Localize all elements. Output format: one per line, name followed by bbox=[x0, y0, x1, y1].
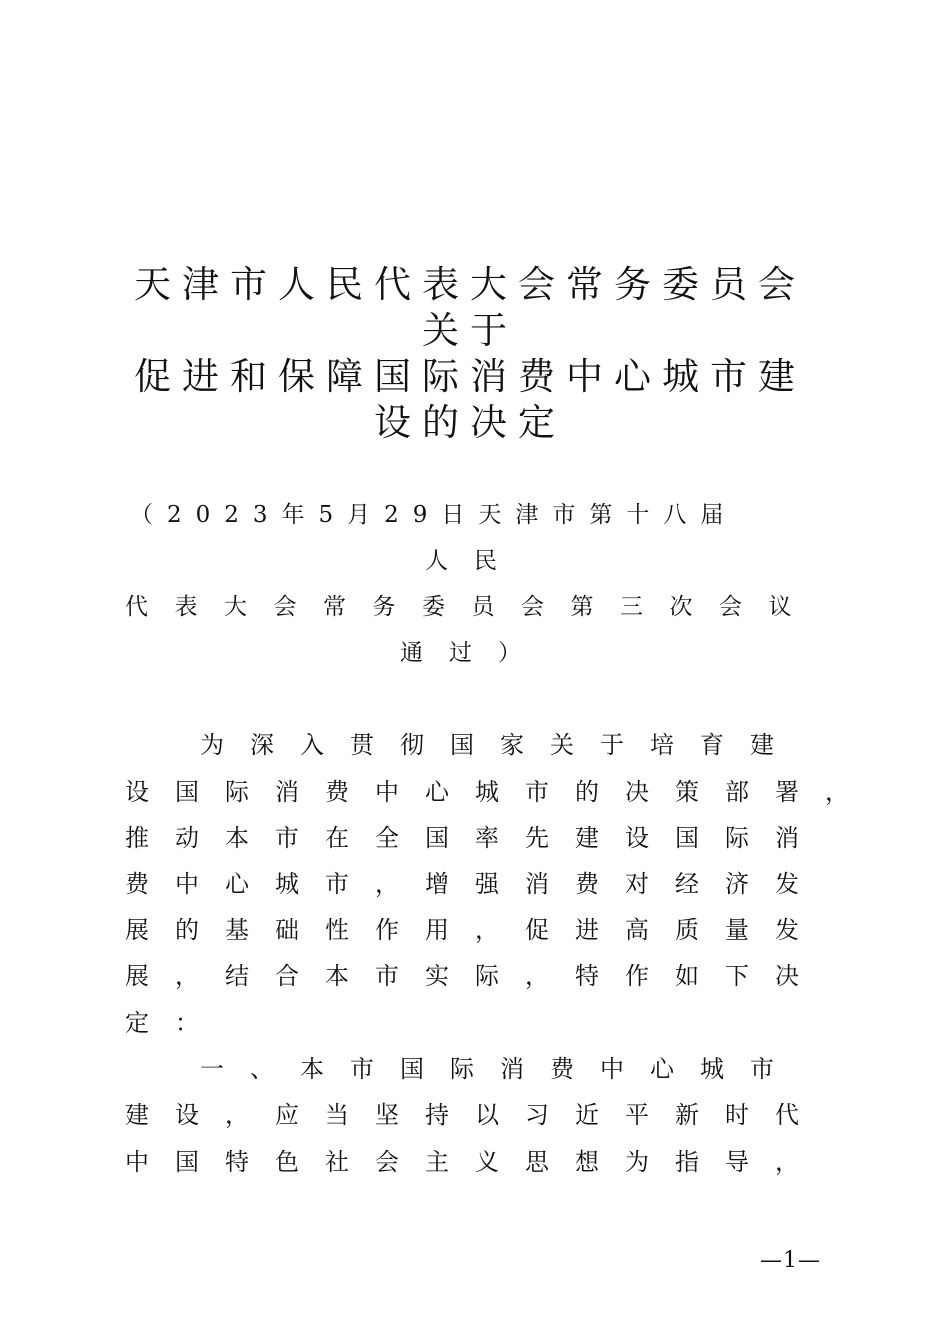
page-number: —1— bbox=[760, 1248, 821, 1273]
adoption-note-line-2: 人民 bbox=[425, 548, 523, 574]
adoption-note-line-1: （2023年5月29日天津市第十八届 bbox=[130, 502, 738, 528]
title-line-3: 促进和保障国际消费中心城市建 bbox=[134, 355, 806, 398]
adoption-note-line-3: 代表大会常务委员会第三次会议 bbox=[125, 594, 818, 620]
body-line-4: 费中心城市，增强消费对经济发 bbox=[125, 870, 825, 898]
title-line-4: 设的决定 bbox=[374, 401, 566, 444]
adoption-note-line-4: 通过） bbox=[400, 640, 547, 666]
title-line-2: 关于 bbox=[422, 309, 518, 352]
body-line-2: 设国际消费中心城市的决策部署， bbox=[125, 778, 875, 806]
body-line-5: 展的基础性作用，促进高质量发 bbox=[125, 916, 825, 944]
body-line-9: 建设，应当坚持以习近平新时代 bbox=[125, 1101, 825, 1129]
title-line-1: 天津市人民代表大会常务委员会 bbox=[134, 263, 806, 306]
body-line-10: 中国特色社会主义思想为指导， bbox=[125, 1148, 825, 1176]
body-line-6: 展，结合本市实际，特作如下决 bbox=[125, 962, 825, 990]
body-line-7: 定： bbox=[125, 1009, 225, 1037]
body-line-3: 推动本市在全国率先建设国际消 bbox=[125, 824, 825, 852]
body-line-8: 一、本市国际消费中心城市 bbox=[200, 1055, 800, 1083]
body-line-1: 为深入贯彻国家关于培育建 bbox=[200, 731, 800, 759]
